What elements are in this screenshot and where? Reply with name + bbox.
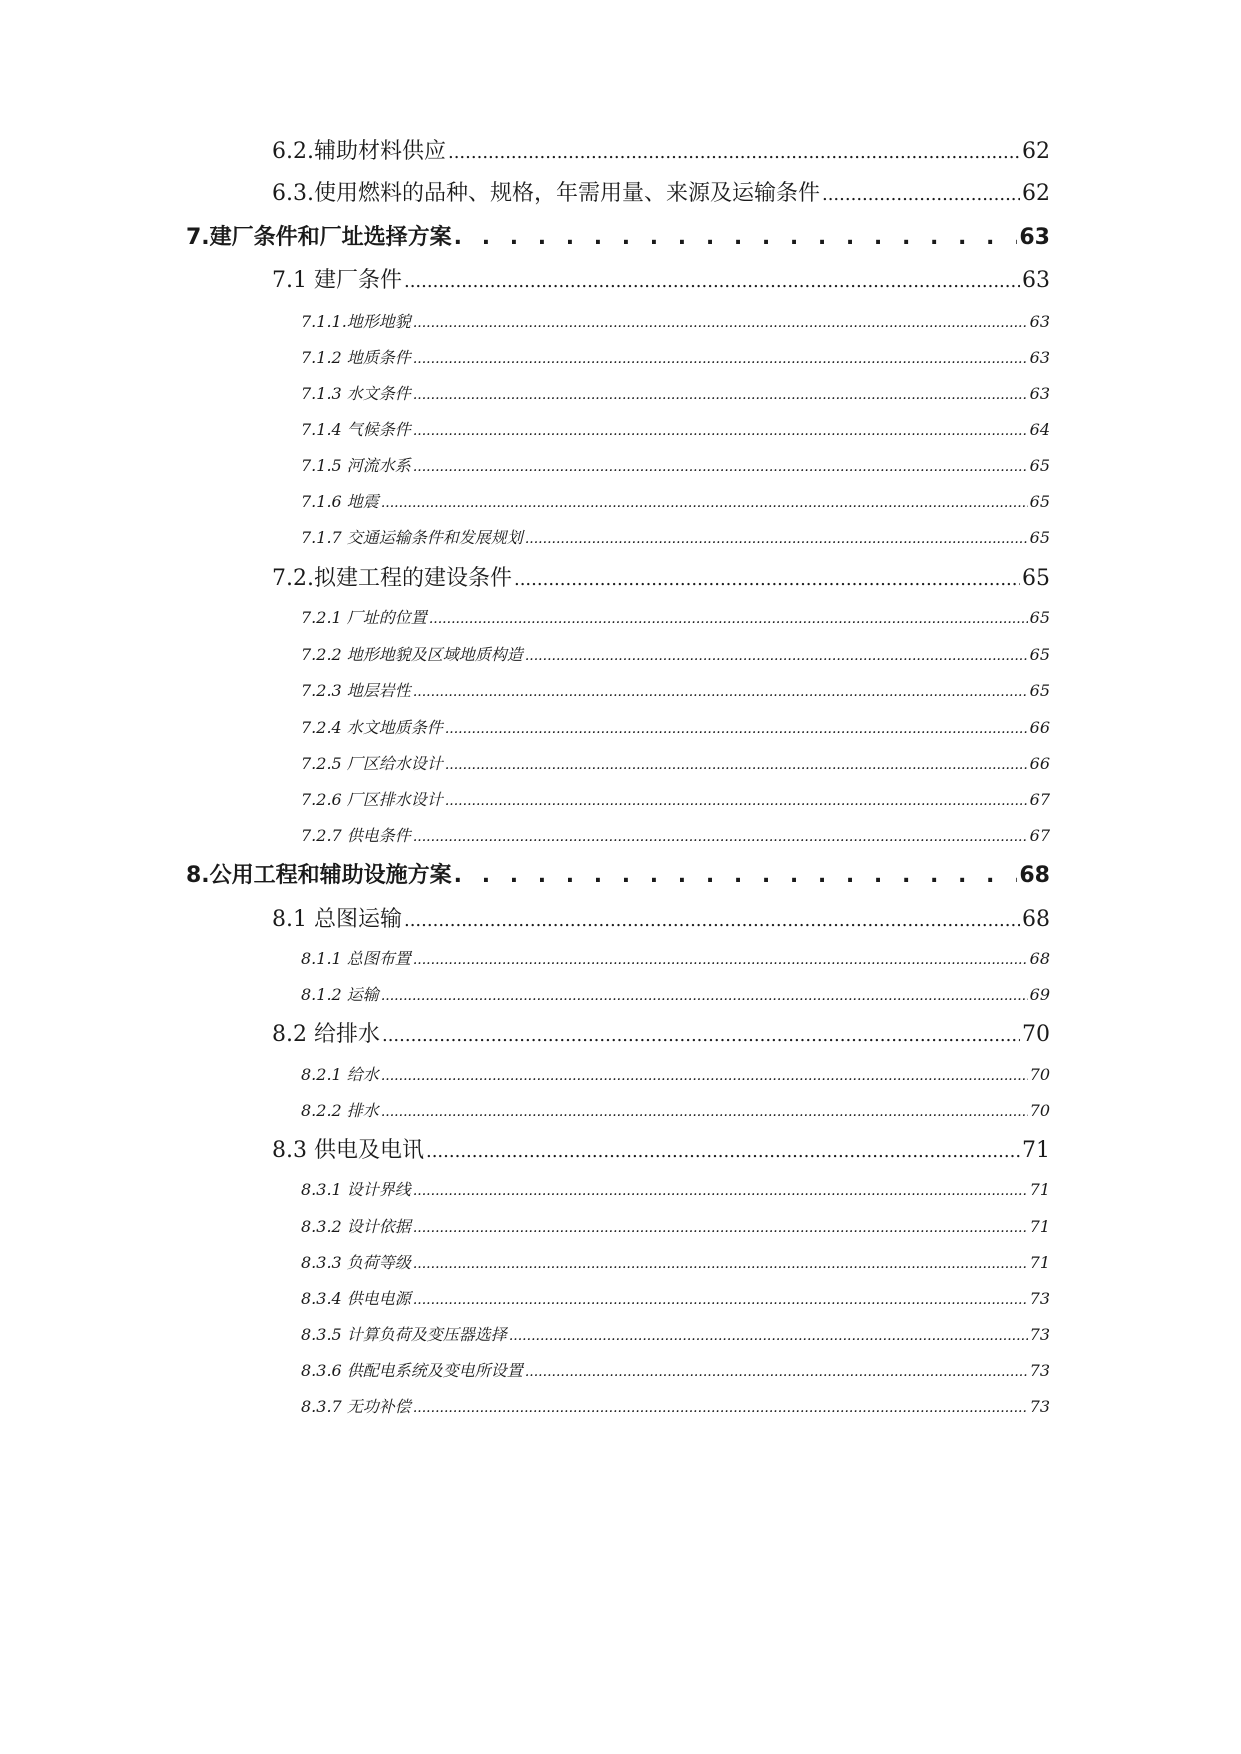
toc-entry[interactable] [301,1214,1050,1238]
toc-entry[interactable] [272,1017,1050,1049]
toc-page-number: 71 [1029,1180,1050,1199]
toc-dot-leader [525,531,1028,547]
toc-dot-leader [445,757,1028,773]
toc-dot-leader [413,829,1028,845]
toc-entry-title: 6.3.使用燃料的品种、规格，年需用量、来源及运输条件 [272,181,820,206]
toc-page-number: 65 [1029,528,1050,547]
toc-entry-title: 7.1.4 气候条件 [301,420,411,439]
toc-entry-title: 7.1.2 地质条件 [301,348,411,367]
toc-entry-title: 8.1.2 运输 [301,985,379,1004]
toc-dot-leader [525,648,1028,664]
toc-entry-title: 8.2.2 排水 [301,1101,379,1120]
toc-page-number: 65 [1029,492,1050,511]
toc-entry[interactable] [301,1177,1050,1201]
toc-entry[interactable] [301,1358,1050,1382]
toc-dot-leader [413,459,1028,475]
toc-page-number: 66 [1029,754,1050,773]
toc-entry-title: 7.1.3 水文条件 [301,384,411,403]
toc-entry-title: 7.1.6 地震 [301,492,379,511]
toc-page-number: 62 [1022,181,1050,206]
toc-entry-title: 8.3.1 设计界线 [301,1180,411,1199]
toc-dot-leader [429,611,1028,627]
toc-entry[interactable] [301,715,1050,739]
toc-entry[interactable] [301,1286,1050,1310]
toc-dot-leader [445,721,1028,737]
toc-entry[interactable] [301,642,1050,666]
toc-entry-title: 7.2.3 地层岩性 [301,681,411,700]
toc-dot-leader [381,1068,1028,1084]
toc-dot-leader [413,1183,1028,1199]
toc-dot-leader [381,495,1028,511]
toc-entry[interactable] [301,946,1050,970]
toc-page-number: 63 [1022,268,1050,293]
toc-entry[interactable] [301,525,1050,549]
toc-dot-leader [448,142,1020,163]
toc-dot-leader [413,315,1028,331]
toc-dot-leader [413,952,1028,968]
toc-dot-leader [413,423,1028,439]
toc-dot-leader [822,184,1020,205]
toc-entry[interactable] [301,605,1050,629]
toc-dot-leader [413,1292,1028,1308]
toc-entry[interactable] [301,823,1050,847]
toc-dot-leader [454,863,1018,888]
toc-page-number: 71 [1029,1217,1050,1236]
toc-page-number: 70 [1029,1065,1050,1084]
toc-entry-title: 7.1.1.地形地貌 [301,312,411,331]
toc-entry-title: 8.3.2 设计依据 [301,1217,411,1236]
toc-page-number: 70 [1022,1022,1050,1047]
toc-dot-leader [404,910,1020,931]
toc-entry[interactable] [301,678,1050,702]
toc-entry-title: 8.2.1 给水 [301,1065,379,1084]
toc-page-number: 63 [1029,348,1050,367]
toc-page-number: 64 [1029,420,1050,439]
toc-entry[interactable] [272,176,1050,208]
toc-page-number: 62 [1022,139,1050,164]
toc-entry[interactable] [301,1322,1050,1346]
toc-entry-title: 8.1.1 总图布置 [301,949,411,968]
toc-dot-leader [413,351,1028,367]
toc-dot-leader [426,1141,1020,1162]
toc-entry[interactable] [186,220,1050,252]
toc-entry[interactable] [301,1250,1050,1274]
toc-entry[interactable] [301,751,1050,775]
toc-dot-leader [413,387,1028,403]
toc-entry[interactable] [301,787,1050,811]
toc-page-number: 70 [1029,1101,1050,1120]
toc-dot-leader [382,1025,1020,1046]
toc-page-number: 73 [1029,1361,1050,1380]
toc-dot-leader [413,1400,1028,1416]
toc-entry[interactable] [186,858,1050,890]
toc-dot-leader [404,271,1020,292]
toc-entry[interactable] [272,263,1050,295]
toc-entry-title: 7.2.4 水文地质条件 [301,718,443,737]
toc-page-number: 68 [1019,863,1050,888]
toc-page-number: 73 [1029,1325,1050,1344]
toc-entry[interactable] [272,134,1050,166]
toc-entry-title: 7.2.6 厂区排水设计 [301,790,443,809]
toc-page-number: 68 [1029,949,1050,968]
toc-entry[interactable] [301,453,1050,477]
toc-page-number: 67 [1029,826,1050,845]
toc-entry[interactable] [272,902,1050,934]
toc-entry-title: 8.1 总图运输 [272,907,402,932]
toc-entry-title: 7.1.5 河流水系 [301,456,411,475]
toc-page-number: 73 [1029,1289,1050,1308]
toc-dot-leader [413,684,1028,700]
toc-page-number: 63 [1029,312,1050,331]
toc-entry-title: 8.3.5 计算负荷及变压器选择 [301,1325,507,1344]
toc-page-number: 66 [1029,718,1050,737]
toc-entry[interactable] [301,417,1050,441]
toc-page-number: 71 [1029,1253,1050,1272]
toc-entry-title: 8.3 供电及电讯 [272,1138,424,1163]
toc-page-number: 69 [1029,985,1050,1004]
toc-entry-title: 6.2.辅助材料供应 [272,139,446,164]
toc-entry-title: 8.3.6 供配电系统及变电所设置 [301,1361,523,1380]
toc-page-number: 65 [1029,681,1050,700]
toc-page-number: 68 [1022,907,1050,932]
toc-entry-title: 7.2.1 厂址的位置 [301,608,427,627]
toc-entry[interactable] [301,1394,1050,1418]
toc-page-number: 65 [1029,645,1050,664]
toc-dot-leader [445,793,1028,809]
toc-dot-leader [381,988,1028,1004]
toc-page-number: 73 [1029,1397,1050,1416]
toc-page-number: 63 [1029,384,1050,403]
toc-entry[interactable] [301,381,1050,405]
toc-entry[interactable] [272,1133,1050,1165]
toc-page-number: 65 [1029,456,1050,475]
toc-dot-leader [413,1220,1028,1236]
toc-entry-title: 7.1.7 交通运输条件和发展规划 [301,528,523,547]
toc-entry-title: 7.1 建厂条件 [272,268,402,293]
toc-entry[interactable] [301,489,1050,513]
toc-entry[interactable] [301,1098,1050,1122]
toc-entry[interactable] [301,345,1050,369]
toc-dot-leader [514,569,1020,590]
toc-dot-leader [525,1364,1028,1380]
toc-entry-title: 7.建厂条件和厂址选择方案 [186,225,452,250]
toc-page-number: 65 [1029,608,1050,627]
toc-dot-leader [381,1104,1028,1120]
toc-entry-title: 7.2.5 厂区给水设计 [301,754,443,773]
toc-entry[interactable] [301,1062,1050,1086]
toc-page-number: 67 [1029,790,1050,809]
toc-entry[interactable] [301,982,1050,1006]
toc-page-number: 71 [1022,1138,1050,1163]
toc-page-number: 63 [1019,225,1050,250]
toc-dot-leader [454,225,1018,250]
toc-entry-title: 8.公用工程和辅助设施方案 [186,863,452,888]
toc-dot-leader [413,1256,1028,1272]
toc-entry-title: 8.3.4 供电电源 [301,1289,411,1308]
toc-entry-title: 8.2 给排水 [272,1022,380,1047]
toc-entry-title: 8.3.7 无功补偿 [301,1397,411,1416]
toc-entry[interactable] [272,561,1050,593]
toc-entry-title: 8.3.3 负荷等级 [301,1253,411,1272]
toc-dot-leader [509,1328,1028,1344]
toc-entry-title: 7.2.拟建工程的建设条件 [272,566,512,591]
toc-entry-title: 7.2.2 地形地貌及区域地质构造 [301,645,523,664]
toc-page-number: 65 [1022,566,1050,591]
toc-entry-title: 7.2.7 供电条件 [301,826,411,845]
toc-entry[interactable] [301,309,1050,333]
